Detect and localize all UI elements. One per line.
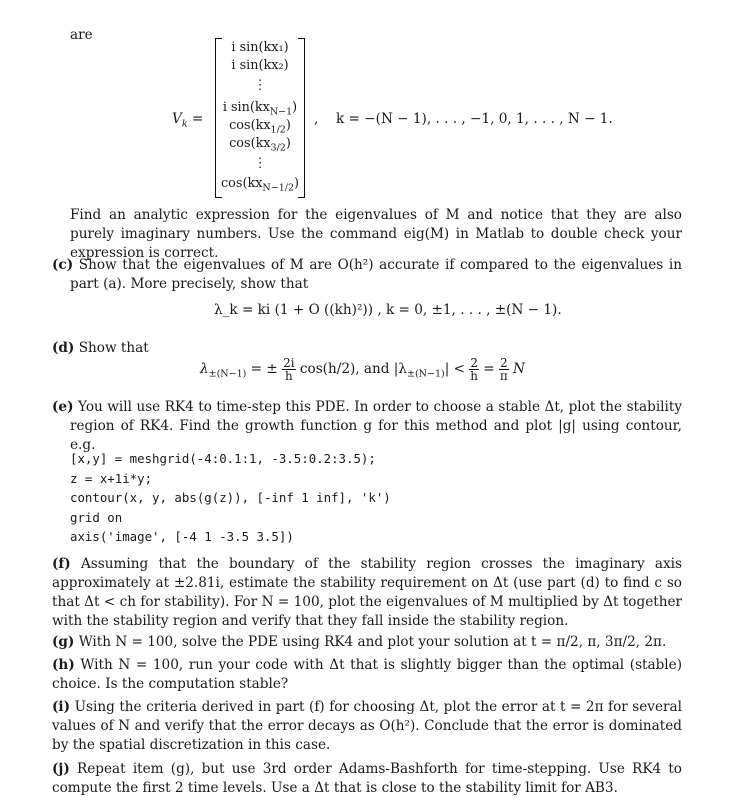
item-i	[52, 698, 682, 755]
item-e	[52, 398, 682, 455]
item-label: (h)	[52, 657, 75, 673]
item-f-text: Assuming that the boundary of the stability region crosses the imaginary axis approximately at ±2.81i, estimate the stability requirement on Δt (use part (d) to find c so that Δt < ch for stability). For N = 100, plot the eigenvalues of M multiplied by Δt together with the stability region and verify that they fall inside the stability region.	[52, 556, 682, 629]
intro-word: are	[70, 27, 93, 43]
fraction: $\frac{2}{\pi}$	[499, 356, 508, 383]
item-j	[52, 760, 682, 798]
fraction: $\frac{2}{h}$	[470, 356, 479, 383]
item-d	[52, 339, 149, 358]
item-label: (e)	[52, 399, 74, 415]
item-g-text: With N = 100, solve the PDE using RK4 and plot your solution at t = π/2, π, 3π/2, 2π.	[78, 634, 667, 650]
item-j-text: Repeat item (g), but use 3rd order Adams-Bashforth for time-stepping. Use RK4 to compute the first 2 time levels. Use a Δt that is close to the stability limit for AB3.	[52, 761, 682, 796]
matrix-entry: $\cos(kx_{3/2})$	[229, 136, 291, 154]
matrix-entry: i sin(kx₂)	[231, 58, 289, 73]
item-h	[52, 656, 682, 694]
code-line: grid on	[70, 509, 123, 525]
vector-matrix	[215, 38, 305, 198]
fraction: $\frac{2i}{h}$	[283, 356, 295, 383]
item-label: (g)	[52, 634, 75, 650]
item-h-text: With N = 100, run your code with Δt that is slightly bigger than the optimal (stable) choice. Is the computation stable?	[52, 657, 683, 692]
item-g	[52, 633, 682, 652]
item-i-text: Using the criteria derived in part (f) for choosing Δt, plot the error at t = 2π for several values of N and verify that the error decays as O(h²). Conclude that the error is dominated by the spatial discretization in this case.	[52, 699, 682, 753]
item-f	[52, 555, 682, 631]
item-label: (j)	[52, 761, 70, 777]
code-line: [x,y] = meshgrid(-4:0.1:1, -3.5:0.2:3.5);	[70, 451, 376, 466]
matrix-entry: ⋮	[253, 78, 267, 93]
matrix-entry: i sin(kx₁)	[231, 40, 289, 55]
code-block	[70, 449, 391, 547]
item-c	[52, 256, 682, 294]
item-label: (f)	[52, 556, 71, 572]
item-label: (d)	[52, 340, 75, 356]
item-c-text: Show that the eigenvalues of M are O(h²) accurate if compared to the eigenvalues in part (a). More precisely, show that	[70, 257, 682, 292]
item-label: (c)	[52, 257, 74, 273]
item-label: (i)	[52, 699, 71, 715]
vector-lhs: $V_k$ =	[172, 111, 204, 130]
equation-d: $\lambda_{\pm(N-1)}$ = ± $\frac{2i}{h}$ cos(h/2), and $|\lambda_{\pm(N-1)}|$ < $\frac{2}{h}$ = $\frac{2}{\pi}$ N	[200, 356, 525, 383]
item-d-text: Show that	[78, 340, 149, 356]
k-range: k = −(N − 1), . . . , −1, 0, 1, . . . , N − 1.	[336, 111, 613, 127]
equation-c: λ_k = ki (1 + O ((kh)²)) , k = 0, ±1, . . . , ±(N − 1).	[214, 302, 562, 318]
item-e-text: You will use RK4 to time-step this PDE. In order to choose a stable Δt, plot the stability region of RK4. Find the growth function g for this method and plot |g| using contour, e.g.	[70, 399, 683, 453]
matrix-entry: i $\sin(kx_{N-1})$	[222, 100, 298, 118]
paragraph-b: Find an analytic expression for the eigenvalues of M and notice that they are also purely imaginary numbers. Use the command eig(M) in Matlab to double check your expression is correct.	[70, 207, 682, 261]
vector-comma: ,	[314, 111, 319, 127]
code-line: z = x+1i*y;	[70, 470, 153, 486]
code-line: axis('image', [-4 1 -3.5 3.5])	[70, 529, 294, 544]
code-line: contour(x, y, abs(g(z)), [-inf 1 inf], 'k')	[70, 490, 391, 505]
matrix-entry: $\cos(kx_{N-1/2})$	[221, 176, 299, 194]
matrix-entry: ⋮	[253, 156, 267, 171]
matrix-entry: $\cos(kx_{1/2})$	[229, 118, 291, 136]
